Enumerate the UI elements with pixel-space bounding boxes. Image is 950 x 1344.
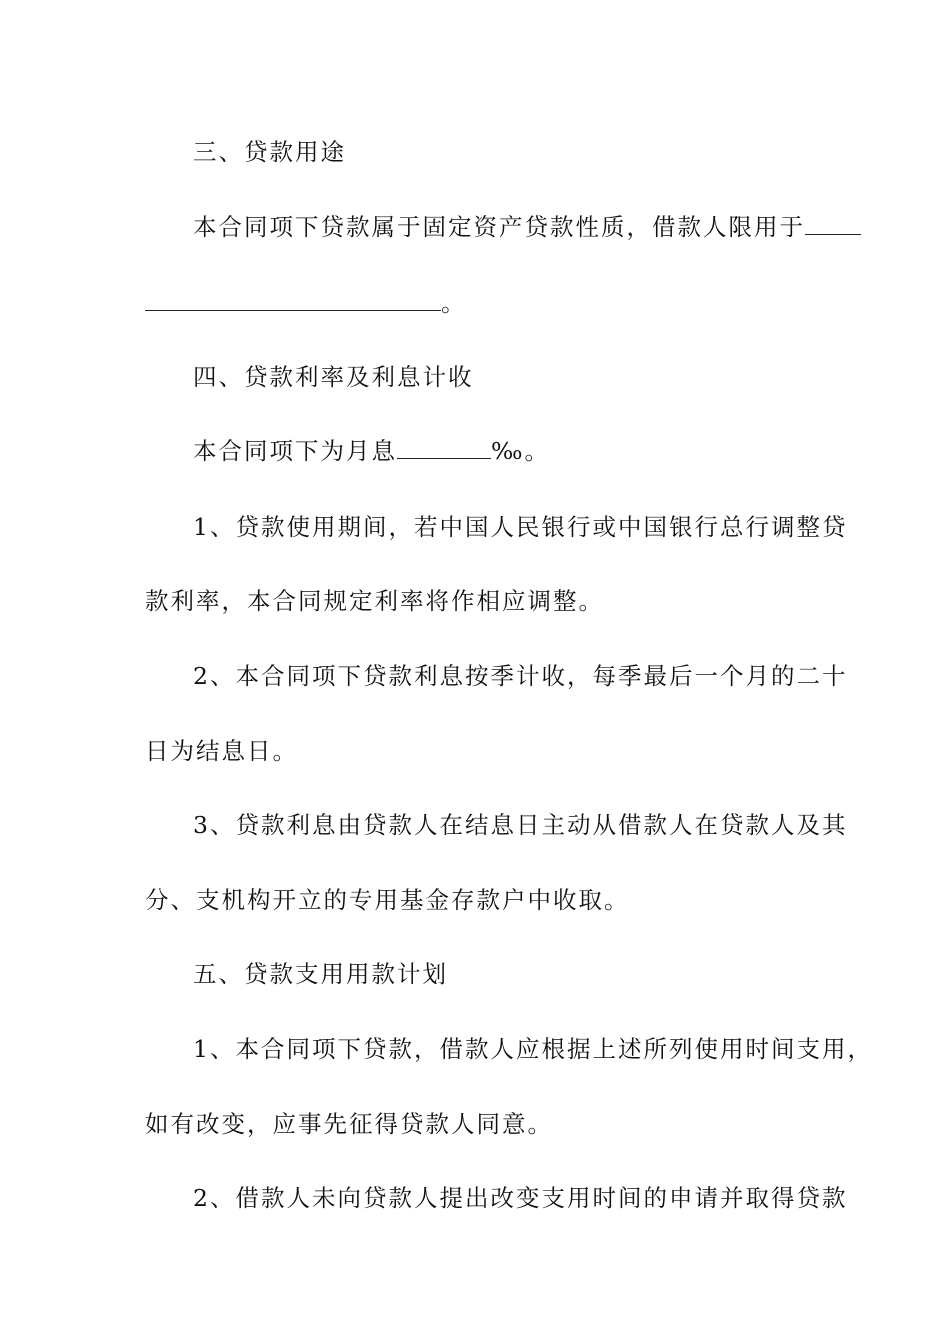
clause-4-2-line-1 xyxy=(193,661,847,691)
paragraph-text: 3、贷款利息由贷款人在结息日主动从借款人在贷款人及其 xyxy=(193,811,848,839)
paragraph-monthly-interest xyxy=(193,436,550,466)
heading-text: 四、贷款利率及利息计收 xyxy=(193,363,474,391)
paragraph-text: 日为结息日。 xyxy=(145,737,298,765)
paragraph-text: ‰。 xyxy=(491,437,551,465)
section-heading-interest-rate xyxy=(193,362,474,392)
paragraph-text: 如有改变，应事先征得贷款人同意。 xyxy=(145,1110,553,1138)
paragraph-text: 2、借款人未向贷款人提出改变支用时间的申请并取得贷款 xyxy=(193,1184,848,1212)
clause-4-3-line-2 xyxy=(145,885,630,915)
clause-5-2-line-1 xyxy=(193,1183,847,1213)
clause-4-1-line-2 xyxy=(145,586,604,616)
section-heading-loan-purpose xyxy=(193,137,346,167)
heading-text: 三、贷款用途 xyxy=(193,138,346,166)
clause-5-1-line-1 xyxy=(193,1034,873,1064)
paragraph-text: 本合同项下贷款属于固定资产贷款性质，借款人限用于 xyxy=(193,213,805,241)
paragraph-text: 1、本合同项下贷款，借款人应根据上述所列使用时间支用， xyxy=(193,1035,873,1063)
clause-4-3-line-1 xyxy=(193,810,847,840)
clause-4-1-line-1 xyxy=(193,512,847,542)
paragraph-text: 款利率，本合同规定利率将作相应调整。 xyxy=(145,587,604,615)
fill-in-blank xyxy=(397,436,491,459)
paragraph-text: 1、贷款使用期间，若中国人民银行或中国银行总行调整贷 xyxy=(193,513,848,541)
paragraph-loan-purpose xyxy=(193,212,861,242)
section-heading-drawdown-plan xyxy=(193,959,448,989)
paragraph-text: 。 xyxy=(441,289,467,317)
heading-text: 五、贷款支用用款计划 xyxy=(193,960,448,988)
fill-in-blank xyxy=(805,212,861,235)
fill-in-blank xyxy=(145,288,441,311)
paragraph-text: 2、本合同项下贷款利息按季计收，每季最后一个月的二十 xyxy=(193,662,848,690)
clause-5-1-line-2 xyxy=(145,1109,553,1139)
paragraph-text: 本合同项下为月息 xyxy=(193,437,397,465)
paragraph-loan-purpose-continued xyxy=(145,288,467,318)
clause-4-2-line-2 xyxy=(145,736,298,766)
paragraph-text: 分、支机构开立的专用基金存款户中收取。 xyxy=(145,886,630,914)
